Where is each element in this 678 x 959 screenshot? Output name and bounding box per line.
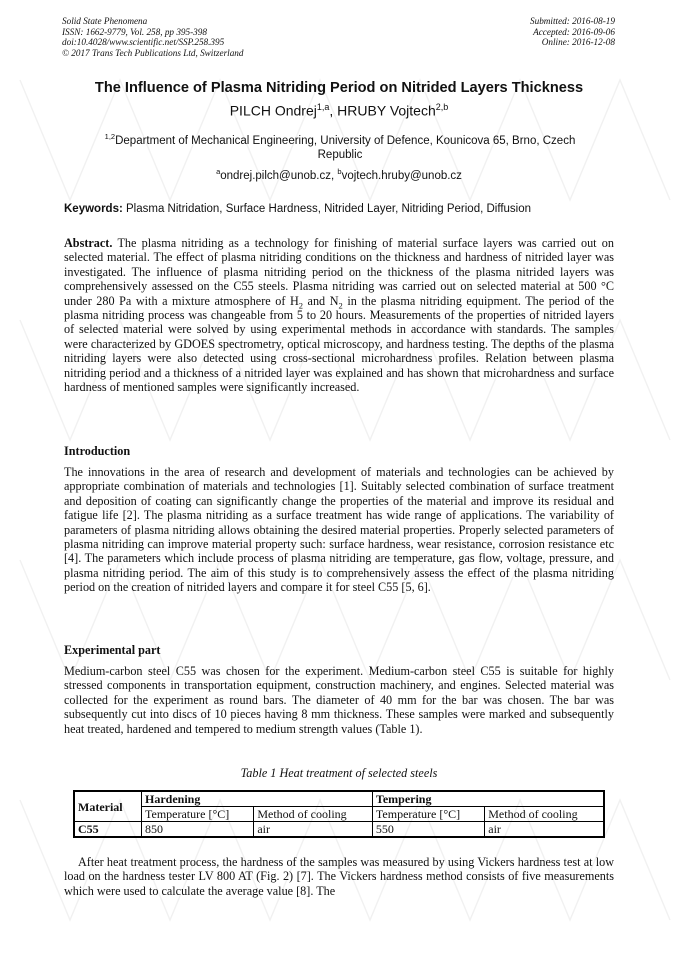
tempering-temperature-cell: 550 xyxy=(372,822,484,838)
author-separator: , xyxy=(329,102,338,119)
emails xyxy=(0,167,678,182)
email-separator: , xyxy=(331,169,338,182)
hardening-cooling-header: Method of cooling xyxy=(254,807,373,822)
hardening-cooling-cell: air xyxy=(254,822,373,838)
subscript-n2: 2 xyxy=(338,300,343,311)
journal-name: Solid State Phenomena xyxy=(62,16,148,26)
author-1: PILCH Ondrej xyxy=(229,102,317,119)
author-2: HRUBY Vojtech xyxy=(337,102,436,119)
publication-dates xyxy=(530,16,615,48)
accepted-date: Accepted: 2016-09-06 xyxy=(533,26,615,37)
hardening-header: Hardening xyxy=(142,791,373,807)
hardness-test-text: After heat treatment process, the hardness of the samples was measured by using Vickers hardness test at low load on the hardness tester LV 800 AT (Fig. 2) [7]. The Vickers hardness method consists of five measurements which were used to calculate the average value [8]. The xyxy=(64,855,614,898)
material-header: Material xyxy=(74,791,142,822)
experimental-heading: Experimental part xyxy=(64,643,161,657)
submitted-date: Submitted: 2016-08-19 xyxy=(530,16,615,26)
tempering-cooling-cell: air xyxy=(485,822,604,838)
affiliation-text: Department of Mechanical Engineering, University of Defence, Kounicova 65, Brno, Czech Republic xyxy=(115,134,576,162)
authors xyxy=(0,102,678,119)
tempering-cooling-header: Method of cooling xyxy=(485,807,604,822)
email-a-mark: a xyxy=(216,167,221,176)
tempering-header: Tempering xyxy=(372,791,604,807)
introduction-text: The innovations in the area of research and development of materials and technologies can be achieved by appropriate combination of materials and technologies [1]. Suitably selected combination of surface treatment and deposition of coating can significantly change the properties of the material and improve its residual and fatigue life [2]. The plasma nitriding as a surface treatment has wide range of applications. The variability of parameters of plasma nitriding allows obtaining the desired material properties. Properly selected parameters of plasma nitriding can improve material property such: surface hardness, wear resistance, corrosion resistance etc [4]. The parameters which include process of plasma nitriding are temperature, gas flow, voltage, pressure, and plasma nitriding period. The aim of this study is to comprehensively assess the effect of the plasma nitriding period on the creation of nitrided layers and compare it for steel C55 [5, 6]. xyxy=(64,465,614,595)
affiliation-mark: 1,2 xyxy=(104,132,116,141)
experimental-text: Medium-carbon steel C55 was chosen for the experiment. Medium-carbon steel C55 is suitable for highly stressed components in transportation equipment, construction machinery, and engines. Selected material was collected for the experiment as round bars. The diameter of 40 mm for the bar was chosen. The bar was subsequently cut into discs of 10 pieces having 8 mm thickness. These samples were marked and subsequently heat treated, hardened and tempered to medium strength values (Table 1). xyxy=(64,664,614,736)
email-a[interactable]: ondrej.pilch@unob.cz xyxy=(220,169,332,182)
abstract-label: Abstract. xyxy=(64,236,113,250)
table-row xyxy=(74,822,604,838)
issn-line: ISSN: 1662-9779, Vol. 258, pp 395-398 xyxy=(62,26,207,37)
email-b[interactable]: vojtech.hruby@unob.cz xyxy=(341,169,462,182)
journal-info xyxy=(62,16,243,58)
hardening-temperature-header: Temperature [°C] xyxy=(142,807,254,822)
subscript-h2: 2 xyxy=(298,300,303,311)
paper-title: The Influence of Plasma Nitriding Period on Nitrided Layers Thickness xyxy=(94,80,584,96)
keywords xyxy=(64,203,624,215)
tempering-temperature-header: Temperature [°C] xyxy=(372,807,484,822)
introduction-heading: Introduction xyxy=(64,444,131,458)
online-date: Online: 2016-12-08 xyxy=(541,37,615,48)
email-b-mark: b xyxy=(337,167,342,176)
abstract xyxy=(64,236,614,394)
author-1-affil: 1,a xyxy=(316,102,330,112)
hardening-temperature-cell: 850 xyxy=(142,822,254,838)
doi-line: doi:10.4028/www.scientific.net/SSP.258.395 xyxy=(62,37,225,48)
material-cell: C55 xyxy=(74,822,142,838)
abstract-text-part3: in the plasma nitriding equipment. The period of the plasma nitriding process was changeable from 5 to 20 hours. Measurements of the properties of nitrided layers of selected material were solved by using experimental methods in accordance with standards. The samples were characterized by GDOES spectrometry, optical microscopy, and hardness testing. The depths of the plasma nitriding layers were also detected using cross-sectional microhardness profiles. Relation between plasma nitriding period and a thickness of a nitrided layer was explained and has shown that microhardness and surface hardness of mentioned samples were significantly increased. xyxy=(64,293,614,395)
keywords-text: Plasma Nitridation, Surface Hardness, Nitrided Layer, Nitriding Period, Diffusion xyxy=(122,203,532,215)
keywords-label: Keywords: xyxy=(64,203,123,215)
abstract-text-part1: The plasma nitriding as a technology for finishing of material surface layers was carried out on selected material. The effect of plasma nitriding conditions on the thickness and hardness of nitrided layer was investigated. The influence of plasma nitriding period on the thickness of the plasma nitrided layers was comprehensively assessed on the C55 steels. Plasma nitriding was carried out on selected material at 500 °C under 280 Pa with a mixture atmosphere of H xyxy=(64,236,614,308)
author-2-affil: 2,b xyxy=(435,102,449,112)
copyright-line: © 2017 Trans Tech Publications Ltd, Switzerland xyxy=(62,47,244,58)
affiliation xyxy=(90,130,590,163)
abstract-text-part2: and N xyxy=(303,293,339,308)
table-caption: Table 1 Heat treatment of selected steels xyxy=(240,766,438,780)
heat-treatment-table xyxy=(73,790,605,838)
